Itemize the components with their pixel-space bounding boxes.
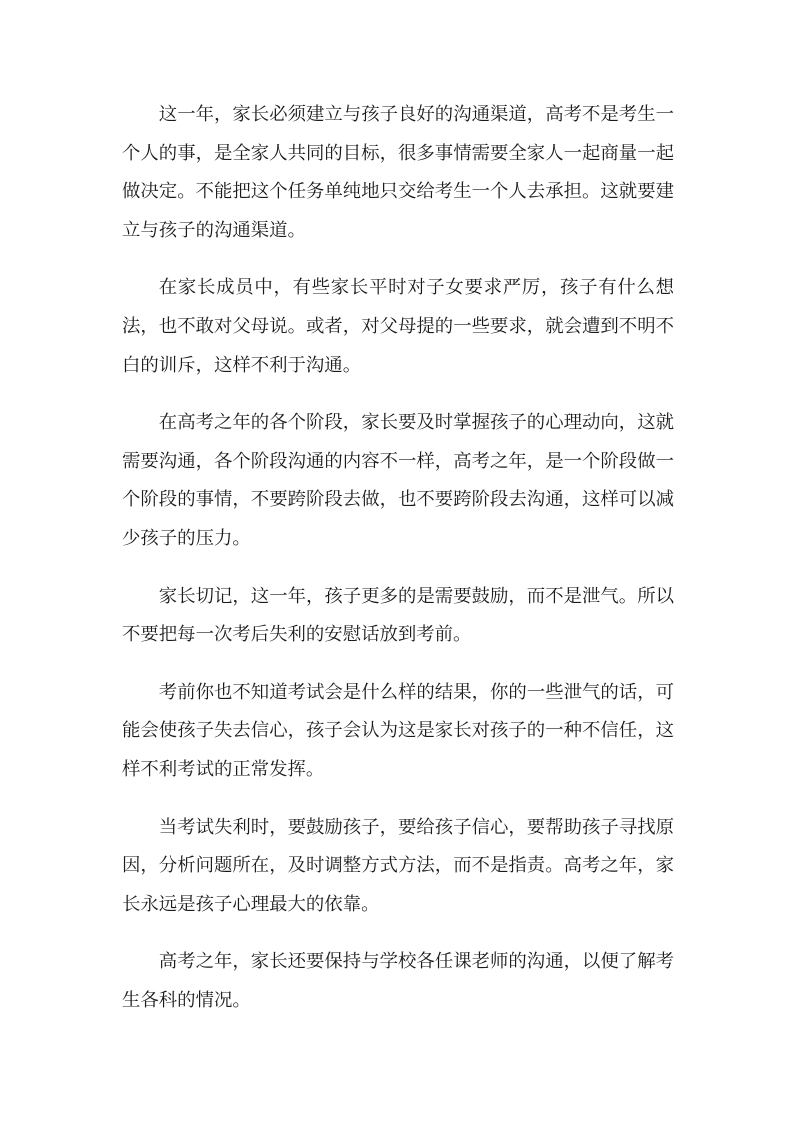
paragraph-5: 考前你也不知道考试会是什么样的结果，你的一些泄气的话，可能会使孩子失去信心，孩子会认为这是家长对孩子的一种不信任，这样不利考试的正常发挥。 <box>122 681 674 780</box>
paragraph-1: 这一年，家长必须建立与孩子良好的沟通渠道，高考不是考生一个人的事，是全家人共同的目标，很多事情需要全家人一起商量一起做决定。不能把这个任务单纯地只交给考生一个人去承担。这就要建立与孩子的沟通渠道。 <box>122 104 674 241</box>
paragraph-6: 当考试失利时，要鼓励孩子，要给孩子信心，要帮助孩子寻找原因，分析问题所在，及时调整方式方法，而不是指责。高考之年，家长永远是孩子心理最大的依靠。 <box>122 816 674 915</box>
paragraph-2: 在家长成员中，有些家长平时对子女要求严厉，孩子有什么想法，也不敢对父母说。或者，对父母提的一些要求，就会遭到不明不白的训斥，这样不利于沟通。 <box>122 277 674 376</box>
paragraph-4: 家长切记，这一年，孩子更多的是需要鼓励，而不是泄气。所以不要把每一次考后失利的安慰话放到考前。 <box>122 585 674 646</box>
paragraph-7: 高考之年，家长还要保持与学校各任课老师的沟通，以便了解考生各科的情况。 <box>122 951 674 1011</box>
paragraph-3: 在高考之年的各个阶段，家长要及时掌握孩子的心理动向，这就需要沟通，各个阶段沟通的内容不一样，高考之年，是一个阶段做一个阶段的事情，不要跨阶段去做，也不要跨阶段去沟通，这样可以减少孩子的压力。 <box>122 412 674 549</box>
document-body <box>122 96 674 1039</box>
